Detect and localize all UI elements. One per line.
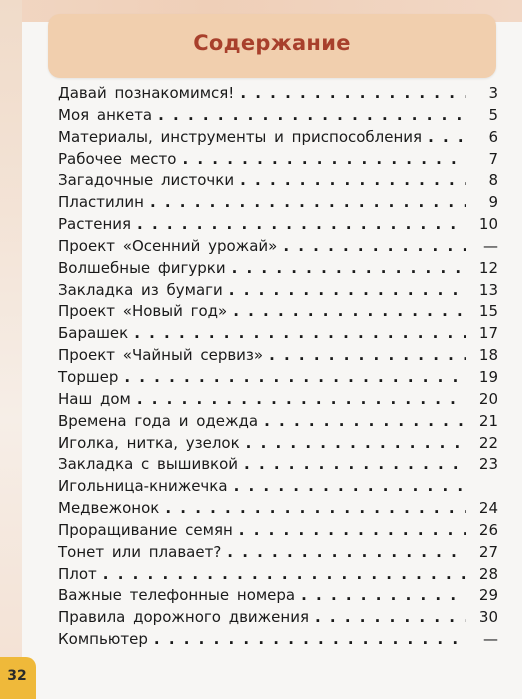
toc-leader-dots [150,193,466,211]
toc-row [58,281,498,303]
toc-entry-title: Закладка из бумаги [58,280,223,299]
page-number: 32 [7,668,27,684]
toc-entry-page: 13 [478,280,498,299]
toc-leader-dots [182,150,466,168]
toc-row [58,608,498,630]
toc-entry-page: 7 [488,149,498,168]
toc-row [58,128,498,150]
toc-entry-title: Волшебные фигурки [58,258,226,277]
toc-leader-dots [428,128,466,146]
toc-leader-dots [137,215,466,233]
toc-entry-page: 5 [488,105,498,124]
toc-leader-dots [103,565,466,583]
toc-leader-dots [134,324,466,342]
toc-entry-page: 10 [478,215,498,234]
toc-row [58,390,498,412]
toc-row [58,499,498,521]
toc-leader-dots [283,237,466,255]
toc-entry-page: 6 [488,127,498,146]
toc-entry-title: Важные телефонные номера [58,586,296,605]
toc-row [58,171,498,193]
toc-entry-page: 17 [478,324,498,343]
toc-entry-page: 15 [478,302,498,321]
toc-leader-dots [301,586,466,604]
toc-leader-dots [232,259,466,277]
toc-entry-title: Проект «Осенний урожай» [58,236,278,255]
toc-entry-title: Рабочее место [58,149,177,168]
toc-entry-page: — [483,236,498,255]
toc-row [58,346,498,368]
toc-entry-title: Барашек [58,324,129,343]
toc-entry-page: 26 [478,520,498,539]
toc-entry-page: 20 [478,389,498,408]
toc-leader-dots [165,499,466,517]
toc-entry-page: 12 [478,258,498,277]
toc-leader-dots [240,84,466,102]
toc-entry-page: 19 [478,367,498,386]
toc-row [58,193,498,215]
toc-row [58,434,498,456]
toc-entry-page: 30 [478,608,498,627]
toc-entry-title: Давай познакомимся! [58,84,235,102]
toc-row [58,630,498,652]
toc-leader-dots [233,302,466,320]
toc-leader-dots [239,521,466,539]
toc-entry-title: Растения [58,215,132,234]
toc-entry-title: Тонет или плавает? [58,542,222,561]
toc-leader-dots [234,477,466,495]
toc-entry-title: Закладка с вышивкой [58,455,239,474]
toc-entry-title: Игольница-книжечка [58,477,228,496]
toc-entry-title: Правила дорожного движения [58,608,309,627]
toc-entry-title: Проект «Новый год» [58,302,228,321]
toc-entry-title: Проращивание семян [58,520,233,539]
toc-row [58,521,498,543]
toc-entry-page: 9 [488,193,498,212]
toc-leader-dots [229,281,466,299]
toc-entry-title: Материалы, инструменты и приспособления [58,127,423,146]
toc-row [58,150,498,172]
toc-entry-title: Компьютер [58,630,148,649]
toc-row [58,259,498,281]
toc-leader-dots [315,608,466,626]
toc-entry-page: 18 [478,346,498,365]
toc-leader-dots [240,171,466,189]
toc-row [58,477,498,499]
toc-leader-dots [246,434,466,452]
toc-row [58,565,498,587]
toc-entry-page: 29 [478,586,498,605]
toc-leader-dots [158,106,466,124]
toc-leader-dots [227,543,466,561]
toc-entry-page: 24 [478,499,498,518]
toc-leader-dots [244,455,466,473]
toc-leader-dots [154,630,466,648]
toc-row [58,543,498,565]
page-title: Содержание [193,31,351,55]
toc-row [58,302,498,324]
toc-entry-page: 3 [488,84,498,102]
toc-row [58,237,498,259]
table-of-contents [58,84,498,652]
toc-row [58,106,498,128]
toc-row [58,324,498,346]
toc-entry-title: Медвежонок [58,499,160,518]
toc-row [58,412,498,434]
toc-entry-title: Иголка, нитка, узелок [58,433,240,452]
toc-leader-dots [124,368,466,386]
toc-entry-title: Моя анкета [58,105,153,124]
toc-entry-page: 23 [478,455,498,474]
toc-row [58,586,498,608]
toc-entry-page: 22 [478,433,498,452]
toc-entry-page: — [483,630,498,649]
toc-entry-page: 8 [488,171,498,190]
toc-row [58,84,498,106]
toc-entry-title: Пластилин [58,193,144,212]
toc-entry-title: Времена года и одежда [58,411,259,430]
toc-entry-title: Проект «Чайный сервиз» [58,346,264,365]
toc-entry-title: Наш дом [58,389,131,408]
toc-entry-page: 21 [478,411,498,430]
toc-row [58,455,498,477]
toc-leader-dots [137,390,466,408]
toc-entry-page: 27 [478,542,498,561]
toc-entry-title: Загадочные листочки [58,171,235,190]
toc-leader-dots [264,412,466,430]
toc-row [58,215,498,237]
toc-leader-dots [269,346,466,364]
toc-row [58,368,498,390]
toc-entry-title: Торшер [58,367,119,386]
left-decorative-margin [0,0,22,699]
toc-entry-page: 28 [478,564,498,583]
toc-entry-title: Плот [58,564,97,583]
